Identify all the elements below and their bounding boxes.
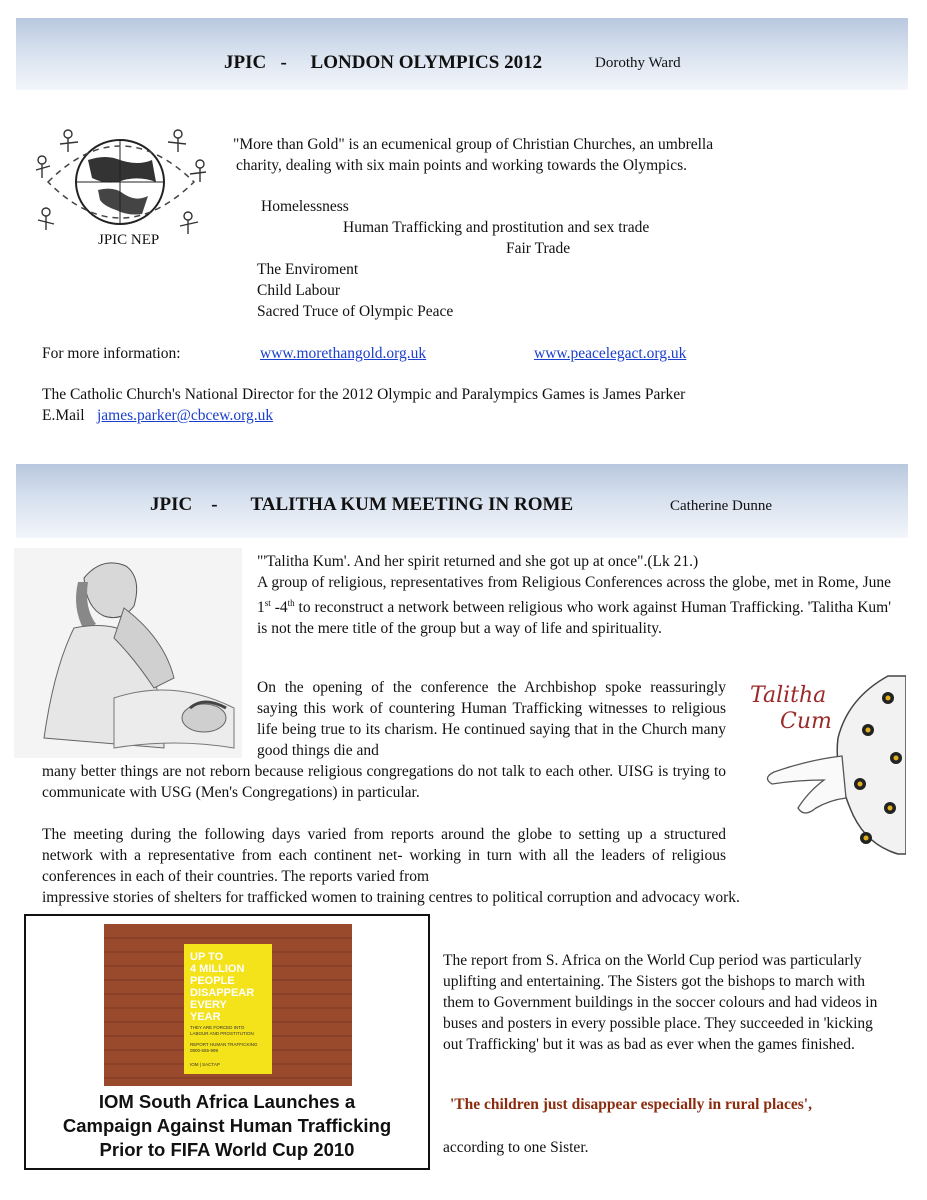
svg-text:REPORT HUMAN TRAFFICKING: REPORT HUMAN TRAFFICKING — [190, 1042, 258, 1047]
point-item: Fair Trade — [506, 240, 571, 257]
section2-title: JPIC - TALITHA KUM MEETING IN ROME — [150, 494, 574, 515]
point-item: Homelessness — [261, 198, 349, 215]
svg-text:IOM | SACTAP: IOM | SACTAP — [190, 1062, 220, 1067]
svg-text:4 MILLION: 4 MILLION — [190, 963, 245, 975]
svg-text:0800-555-999: 0800-555-999 — [190, 1048, 219, 1053]
svg-text:THEY ARE FORCED INTO: THEY ARE FORCED INTO — [190, 1025, 245, 1030]
point-item: Human Trafficking and prostitution and sex trade — [343, 219, 650, 236]
paragraph-1: A group of religious, representatives from Religious Conferences across the globe, met in Rome, June 1st -4th to reconstruct a network between religious who work against Human Trafficking. 'Talitha Kum' is not the mere title of the group but a way of life and spirituality. — [257, 574, 891, 638]
point-item: The Enviroment — [257, 261, 359, 278]
paragraph-2-end: many better things are not reborn because religious congregations do not talk to each other. UISG is trying to communicate with USG (Men's Congregations) in particular. — [42, 763, 726, 801]
paragraph-3-start: The meeting during the following days varied from reports around the globe to setting up a structured network with a representative from each continent net- working in turn with all the leaders of religious conferences in each of their countries. The reports varied from — [42, 826, 726, 885]
point-item: Child Labour — [257, 282, 341, 299]
intro-line-2: charity, dealing with six main points and working towards the Olympics. — [236, 157, 688, 174]
paragraph-3-end: impressive stories of shelters for trafficked women to training centres to political corruption and advocacy work. — [42, 889, 740, 906]
logo-caption: JPIC NEP — [98, 232, 160, 248]
morethangold-link[interactable]: www.morethangold.org.uk — [260, 345, 427, 362]
section1-title: JPIC - LONDON OLYMPICS 2012 — [224, 52, 543, 73]
talitha-cum-hand-icon — [738, 668, 906, 856]
jesus-healing-illustration-icon — [14, 548, 242, 758]
email-label: E.Mail — [42, 407, 85, 424]
svg-text:Cum: Cum — [780, 709, 832, 734]
closing-quote: 'The children just disappear especially in rural places', — [450, 1096, 812, 1113]
svg-text:Talitha: Talitha — [750, 683, 827, 708]
point-item: Sacred Truce of Olympic Peace — [257, 303, 454, 320]
svg-text:PEOPLE: PEOPLE — [190, 975, 235, 987]
section1-author: Dorothy Ward — [595, 55, 681, 71]
email-link[interactable]: james.parker@cbcew.org.uk — [97, 407, 274, 424]
svg-text:EVERY: EVERY — [190, 999, 227, 1011]
svg-text:DISAPPEAR: DISAPPEAR — [190, 987, 255, 999]
svg-text:LABOUR AND PROSTITUTION: LABOUR AND PROSTITUTION — [190, 1031, 254, 1036]
talitha-quote: "'Talitha Kum'. And her spirit returned and she got up at once".(Lk 21.) — [257, 553, 699, 570]
peacelegact-link[interactable]: www.peacelegact.org.uk — [534, 345, 687, 362]
world-cup-report: The report from S. Africa on the World Cup period was particularly uplifting and entertaining. The Sisters got the bishops to march with them to Government buildings in the soccer colours and had videos in buses and posters in every possible place. They succeeded in 'kicking out Trafficking' but it was as bad as ever when the games finished. — [443, 952, 878, 1053]
section2-author: Catherine Dunne — [670, 498, 773, 514]
more-info-label: For more information: — [42, 345, 181, 362]
intro-line-1: "More than Gold" is an ecumenical group of Christian Churches, an umbrella — [233, 136, 714, 153]
svg-text:UP TO: UP TO — [190, 951, 224, 963]
iom-caption: IOM South Africa Launches a Campaign Against Human Trafficking Prior to FIFA World Cup 2010 — [62, 1091, 392, 1160]
iom-poster-photo — [104, 924, 352, 1086]
closing-attribution: according to one Sister. — [443, 1139, 589, 1156]
director-line: The Catholic Church's National Director for the 2012 Olympic and Paralympics Games is James Parker — [42, 386, 686, 403]
svg-text:YEAR: YEAR — [190, 1011, 221, 1023]
paragraph-2-start: On the opening of the conference the Archbishop spoke reassuringly saying this work of countering Human Trafficking witnesses to religious life being true to its charism. He continued saying that in the Church many good things die and — [257, 679, 726, 759]
